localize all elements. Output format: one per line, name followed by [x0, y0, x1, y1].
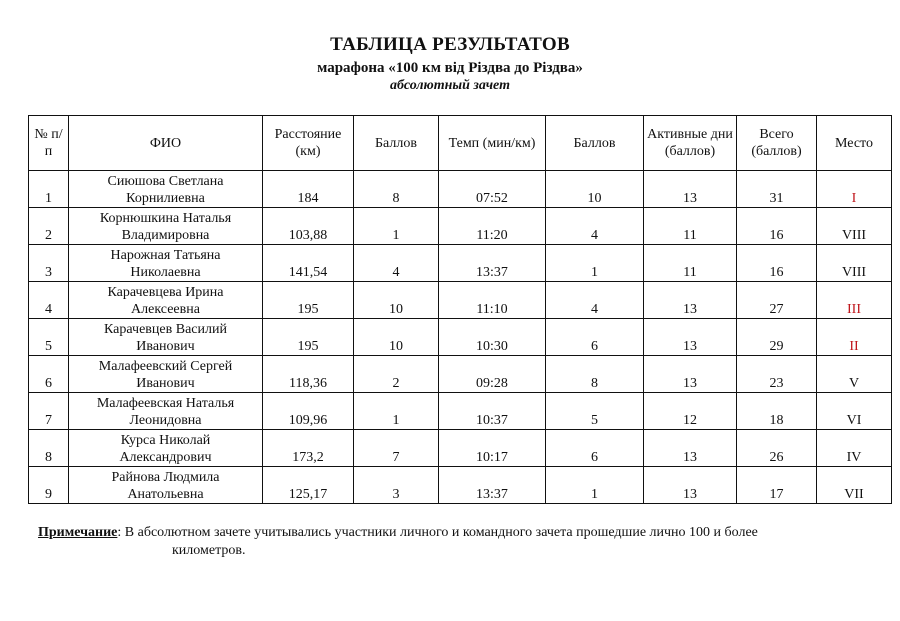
- cell-distance: 195: [263, 282, 354, 319]
- page-title: ТАБЛИЦА РЕЗУЛЬТАТОВ: [330, 34, 570, 55]
- cell-fio: [69, 171, 263, 208]
- cell-active-days: 13: [644, 356, 737, 393]
- cell-points: 1: [354, 393, 439, 430]
- col-header-pace: Темп (мин/км): [439, 116, 546, 171]
- cell-fio: [69, 356, 263, 393]
- cell-pace-points: 4: [546, 282, 644, 319]
- cell-num: 5: [29, 319, 69, 356]
- cell-points: 3: [354, 467, 439, 504]
- table-row: [29, 356, 892, 393]
- col-header-active-days: Активные дни (баллов): [644, 116, 737, 171]
- cell-num: 7: [29, 393, 69, 430]
- cell-total: 29: [737, 319, 817, 356]
- cell-pace: 13:37: [439, 245, 546, 282]
- fio-surname-name: Корнюшкина Наталья: [99, 211, 232, 226]
- cell-num: 9: [29, 467, 69, 504]
- fio-surname-name: Карачевцев Василий: [104, 322, 227, 337]
- cell-pace-points: 5: [546, 393, 644, 430]
- cell-total: 16: [737, 245, 817, 282]
- col-header-pace-points: Баллов: [546, 116, 644, 171]
- cell-distance: 173,2: [263, 430, 354, 467]
- cell-total: 18: [737, 393, 817, 430]
- table-row: [29, 171, 892, 208]
- cell-pace: 13:37: [439, 467, 546, 504]
- cell-active-days: 13: [644, 430, 737, 467]
- cell-place: VII: [817, 467, 892, 504]
- cell-num: 2: [29, 208, 69, 245]
- table-row: [29, 467, 892, 504]
- cell-distance: 141,54: [263, 245, 354, 282]
- fio-surname-name: Райнова Людмила: [111, 470, 220, 485]
- fio-patronymic: Владимировна: [121, 228, 210, 243]
- cell-distance: 103,88: [263, 208, 354, 245]
- footnote-continuation: километров.: [172, 543, 246, 558]
- cell-active-days: 13: [644, 319, 737, 356]
- cell-num: 1: [29, 171, 69, 208]
- cell-pace: 09:28: [439, 356, 546, 393]
- cell-fio: [69, 245, 263, 282]
- fio-patronymic: Леонидовна: [129, 413, 202, 428]
- fio-patronymic: Анатольевна: [127, 487, 204, 502]
- cell-pace-points: 10: [546, 171, 644, 208]
- footnote: [38, 524, 878, 560]
- cell-points: 2: [354, 356, 439, 393]
- cell-pace-points: 4: [546, 208, 644, 245]
- cell-active-days: 13: [644, 171, 737, 208]
- cell-active-days: 12: [644, 393, 737, 430]
- cell-fio: [69, 430, 263, 467]
- fio-surname-name: Малафеевская Наталья: [96, 396, 235, 411]
- cell-active-days: 11: [644, 208, 737, 245]
- cell-distance: 195: [263, 319, 354, 356]
- cell-points: 4: [354, 245, 439, 282]
- cell-active-days: 13: [644, 467, 737, 504]
- table-row: [29, 393, 892, 430]
- cell-place: III: [817, 282, 892, 319]
- cell-fio: [69, 319, 263, 356]
- cell-pace: 10:17: [439, 430, 546, 467]
- event-subtitle: марафона «100 км від Різдва до Різдва»: [317, 60, 583, 76]
- cell-total: 27: [737, 282, 817, 319]
- fio-patronymic: Николаевна: [130, 265, 201, 280]
- cell-pace-points: 6: [546, 319, 644, 356]
- cell-pace: 11:20: [439, 208, 546, 245]
- cell-pace: 07:52: [439, 171, 546, 208]
- col-header-distance: Расстояние (км): [263, 116, 354, 171]
- table-row: [29, 430, 892, 467]
- cell-pace: 10:37: [439, 393, 546, 430]
- table-header-row: [29, 116, 892, 171]
- fio-patronymic: Александрович: [119, 450, 212, 465]
- cell-num: 3: [29, 245, 69, 282]
- fio-surname-name: Нарожная Татьяна: [110, 248, 221, 263]
- table-row: [29, 319, 892, 356]
- category-subtitle: абсолютный зачет: [390, 78, 510, 93]
- col-header-place: Место: [817, 116, 892, 171]
- cell-fio: [69, 208, 263, 245]
- fio-patronymic: Иванович: [136, 376, 195, 391]
- cell-fio: [69, 282, 263, 319]
- fio-patronymic: Алексеевна: [131, 302, 200, 317]
- table-row: [29, 282, 892, 319]
- cell-points: 10: [354, 282, 439, 319]
- cell-num: 6: [29, 356, 69, 393]
- cell-points: 10: [354, 319, 439, 356]
- cell-active-days: 13: [644, 282, 737, 319]
- fio-patronymic: Корнилиевна: [126, 191, 205, 206]
- cell-total: 17: [737, 467, 817, 504]
- cell-pace-points: 8: [546, 356, 644, 393]
- fio-surname-name: Сиюшова Светлана: [107, 174, 224, 189]
- cell-place: I: [817, 171, 892, 208]
- cell-points: 8: [354, 171, 439, 208]
- col-header-num: № п/п: [29, 116, 69, 171]
- table-row: [29, 245, 892, 282]
- cell-num: 4: [29, 282, 69, 319]
- cell-total: 23: [737, 356, 817, 393]
- cell-num: 8: [29, 430, 69, 467]
- fio-patronymic: Иванович: [136, 339, 195, 354]
- cell-total: 26: [737, 430, 817, 467]
- col-header-fio: ФИО: [69, 116, 263, 171]
- col-header-total: Всего (баллов): [737, 116, 817, 171]
- table-row: [29, 208, 892, 245]
- results-table: [28, 115, 892, 504]
- fio-surname-name: Курса Николай: [120, 433, 211, 448]
- cell-place: IV: [817, 430, 892, 467]
- cell-distance: 118,36: [263, 356, 354, 393]
- cell-active-days: 11: [644, 245, 737, 282]
- fio-surname-name: Карачевцева Ирина: [107, 285, 224, 300]
- cell-distance: 109,96: [263, 393, 354, 430]
- footnote-text: : В абсолютном зачете учитывались участники личного и командного зачета прошедшие лично 100 и более: [117, 525, 758, 540]
- cell-total: 16: [737, 208, 817, 245]
- cell-total: 31: [737, 171, 817, 208]
- footnote-label: Примечание: [38, 525, 118, 540]
- cell-place: VIII: [817, 208, 892, 245]
- cell-place: VIII: [817, 245, 892, 282]
- cell-pace: 10:30: [439, 319, 546, 356]
- cell-fio: [69, 393, 263, 430]
- cell-points: 7: [354, 430, 439, 467]
- cell-pace: 11:10: [439, 282, 546, 319]
- col-header-points: Баллов: [354, 116, 439, 171]
- cell-pace-points: 6: [546, 430, 644, 467]
- cell-place: VI: [817, 393, 892, 430]
- cell-pace-points: 1: [546, 245, 644, 282]
- cell-distance: 184: [263, 171, 354, 208]
- cell-place: V: [817, 356, 892, 393]
- cell-pace-points: 1: [546, 467, 644, 504]
- cell-points: 1: [354, 208, 439, 245]
- fio-surname-name: Малафеевский Сергей: [98, 359, 233, 374]
- cell-fio: [69, 467, 263, 504]
- cell-distance: 125,17: [263, 467, 354, 504]
- cell-place: II: [817, 319, 892, 356]
